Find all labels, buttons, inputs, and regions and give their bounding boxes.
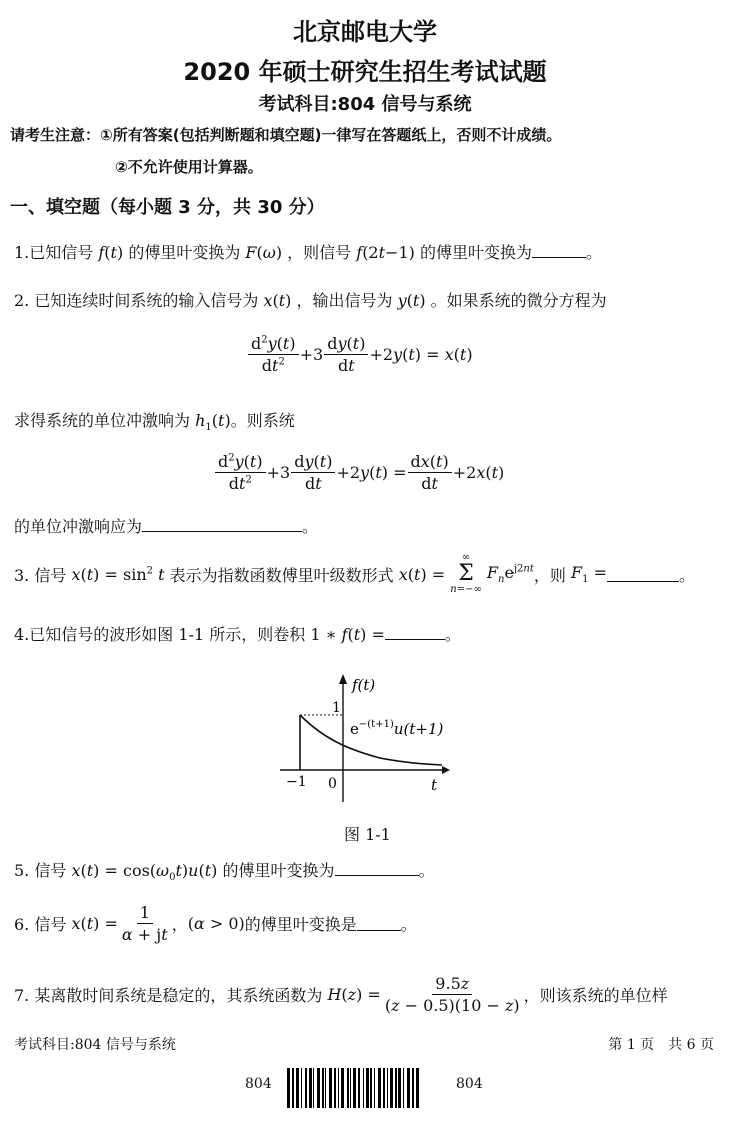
barcode-code-right: 804 bbox=[456, 1076, 483, 1092]
question-2-line-2: 求得系统的单位冲激响为 $h_1(t)$。则系统 bbox=[14, 411, 295, 434]
notice-line-1 bbox=[10, 124, 561, 145]
tick-zero: 0 bbox=[328, 776, 337, 792]
y-axis-arrow-icon bbox=[339, 674, 347, 684]
answer-blank-1[interactable] bbox=[532, 243, 586, 258]
question-4: 4.已知信号的波形如图 1-1 所示，则卷积 1 ∗ f(t) = 。 bbox=[14, 625, 461, 644]
y-axis-label: f(t) bbox=[352, 676, 376, 694]
tick-one: 1 bbox=[332, 700, 341, 716]
barcode bbox=[287, 1068, 419, 1108]
section-title: 一、填空题（每小题 3 分，共 30 分） bbox=[10, 197, 325, 218]
footer-subject: 考试科目:804 信号与系统 bbox=[14, 1037, 176, 1053]
notice-item-1: ①所有答案(包括判断题和填空题)一律写在答题纸上，否则不计成绩。 bbox=[100, 126, 562, 144]
x-axis-arrow-icon bbox=[442, 766, 450, 774]
answer-blank-2[interactable] bbox=[142, 517, 302, 532]
notice-label: 请考生注意： bbox=[10, 126, 101, 144]
curve-label: $e^{-(t+1)}u(t+1)$ bbox=[350, 719, 444, 738]
exam-title: 2020 年硕士研究生招生考试试题 bbox=[183, 58, 547, 86]
equation-1: $\frac{d^2y(t)}{dt^2}$ +3 $\frac{dy(t)}{dt}$ +2y(t) = x(t) bbox=[247, 334, 473, 375]
question-7: 7. 某离散时间系统是稳定的，其系统函数为 H(z) = $\frac{9.5z}{(z - 0.5)(10 - z)}$ ，则该系统的单位样 bbox=[14, 974, 668, 1016]
footer-page-number: 第 1 页 共 6 页 bbox=[608, 1037, 714, 1053]
question-3: 3. 信号 $x(t) = \sin^2 t$ 表示为指数函数傅里叶级数形式 x(t) = ∞ Σ n=−∞ $F_ne^{j2nt}$ ，则 $F_1$ = 。 bbox=[14, 552, 695, 595]
equation-2: $\frac{d^2y(t)}{dt^2}$ +3 $\frac{dy(t)}{dt}$ +2y(t) = $\frac{dx(t)}{dt}$ +2x(t) bbox=[214, 452, 504, 493]
answer-blank-6[interactable] bbox=[357, 916, 401, 931]
answer-blank-5[interactable] bbox=[335, 861, 419, 876]
answer-blank-3[interactable] bbox=[607, 567, 679, 582]
university-name: 北京邮电大学 bbox=[293, 18, 437, 46]
notice-item-2: ②不允许使用计算器。 bbox=[115, 158, 263, 176]
question-6: 6. 信号 x(t) = $\frac{1}{\alpha + jt}$ ， (α > 0) 的傅里叶变换是 。 bbox=[14, 903, 417, 945]
x-axis-label: t bbox=[431, 776, 438, 794]
question-5: 5. 信号 $x(t) = \cos(\omega_0t)u(t)$ 的傅里叶变换为 。 bbox=[14, 861, 435, 884]
exam-subject: 考试科目:804 信号与系统 bbox=[258, 94, 472, 115]
figure-caption: 图 1-1 bbox=[344, 825, 391, 844]
answer-blank-4[interactable] bbox=[385, 625, 445, 640]
figure-1-1 bbox=[270, 668, 450, 808]
question-2-line-3: 的单位冲激响应为 。 bbox=[14, 517, 319, 536]
question-1: 1.已知信号 f(t) 的傅里叶变换为 F(ω) ，则信号 f(2t−1) 的傅里叶变换为 。 bbox=[14, 243, 602, 262]
tick-neg-one: −1 bbox=[286, 774, 307, 790]
question-2: 2. 已知连续时间系统的输入信号为 x(t) ，输出信号为 y(t) 。如果系统的微分方程为 bbox=[14, 291, 607, 310]
barcode-code-left: 804 bbox=[245, 1076, 272, 1092]
